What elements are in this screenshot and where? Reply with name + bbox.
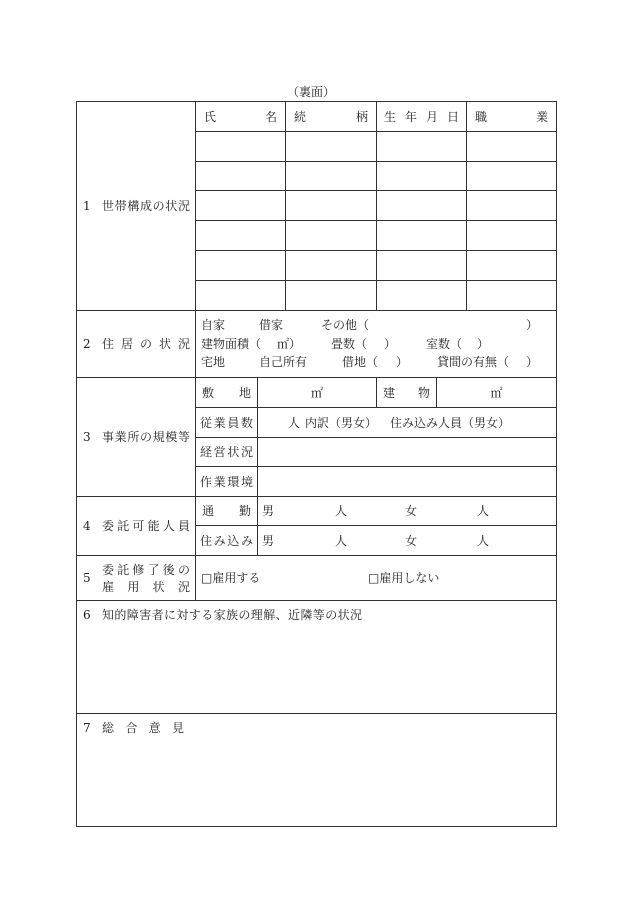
glyph: 帯 — [114, 199, 127, 213]
glyph: 総 — [102, 721, 115, 735]
housing-details — [196, 311, 557, 378]
employees-cell — [258, 408, 557, 438]
employees-unit: 人 — [288, 416, 301, 430]
section-6-cell — [77, 601, 557, 714]
glyph: 経 — [200, 445, 213, 459]
glyph: の — [177, 563, 190, 577]
glyph: 住 — [200, 533, 213, 548]
glyph: 作 — [200, 474, 213, 489]
household-cell — [467, 132, 557, 162]
glyph: 所 — [127, 430, 140, 444]
site-area-cell — [258, 378, 377, 408]
section-7-row — [77, 714, 557, 827]
section-1-header-row — [77, 102, 557, 132]
female-text: 女 — [405, 504, 418, 518]
glyph: 状 — [152, 580, 165, 594]
room-rental-open-text: 貸間の有無（ — [437, 355, 510, 369]
glyph: 了 — [147, 563, 160, 577]
glyph: 生 — [384, 109, 397, 124]
site-label — [202, 386, 251, 400]
glyph: 続 — [294, 109, 307, 124]
glyph: 構 — [127, 199, 140, 213]
header-relation-text — [294, 110, 368, 124]
male-text: 男 — [262, 504, 275, 518]
household-cell — [467, 191, 557, 221]
header-birthdate — [377, 102, 467, 132]
person-unit: 人 — [477, 504, 490, 518]
glyph: 況 — [177, 337, 190, 351]
rooms-open-text: 室数（ — [426, 337, 463, 351]
glyph: 従 — [200, 415, 213, 430]
section-number: 5 — [83, 571, 91, 585]
glyph: 後 — [162, 563, 175, 577]
tatami-close-text: ） — [384, 337, 397, 351]
header-occupation-text — [475, 110, 548, 124]
management-label — [200, 445, 253, 459]
person-unit: 人 — [477, 534, 490, 548]
glyph: 委 — [102, 519, 115, 533]
glyph: み — [213, 533, 226, 548]
household-cell — [196, 221, 286, 251]
glyph: 営 — [213, 445, 226, 459]
building-unit: ㎡ — [490, 385, 503, 400]
floor-area-open-text: 建物面積（ — [201, 337, 262, 351]
rooms-close-text: ） — [477, 337, 490, 351]
glyph: 業 — [535, 109, 548, 124]
glyph: 地 — [238, 385, 251, 400]
live-in-cell — [258, 526, 557, 556]
live-in-label — [200, 534, 253, 548]
household-cell — [377, 191, 467, 221]
section-title — [102, 721, 184, 735]
management-label-cell — [196, 438, 258, 467]
glyph: 用 — [127, 580, 140, 594]
glyph: 修 — [132, 563, 145, 577]
header-name-text — [204, 110, 277, 124]
glyph: 通 — [202, 504, 215, 518]
glyph: 込 — [227, 533, 240, 548]
household-cell — [377, 221, 467, 251]
section-number: 4 — [83, 519, 91, 533]
building-label — [383, 386, 430, 400]
section-6-row — [77, 601, 557, 714]
leased-close-text: ） — [396, 355, 409, 369]
section-2-row — [77, 311, 557, 378]
section-title — [102, 199, 190, 213]
glyph: 物 — [417, 385, 430, 400]
header-name — [196, 102, 286, 132]
male-text: 男 — [262, 534, 275, 548]
section-title-line1 — [102, 563, 190, 577]
household-cell — [286, 162, 377, 191]
glyph: 雇 — [102, 580, 115, 594]
section-number: 1 — [83, 199, 91, 213]
glyph: 員 — [177, 519, 190, 533]
section-title — [102, 430, 190, 444]
section-3-site-row — [77, 378, 557, 408]
glyph: 委 — [102, 563, 115, 577]
header-relation — [286, 102, 377, 132]
female-text: 女 — [405, 534, 418, 548]
header-occupation — [467, 102, 557, 132]
household-cell — [286, 132, 377, 162]
glyph: 事 — [102, 430, 115, 444]
glyph: み — [240, 533, 253, 548]
self-owned-text: 自己所有 — [259, 355, 308, 369]
employment-options-cell — [196, 556, 557, 601]
employees-label-cell — [196, 408, 258, 438]
household-cell — [377, 251, 467, 281]
household-cell — [377, 162, 467, 191]
section-4-commute-row — [77, 497, 557, 526]
glyph: 員 — [227, 415, 240, 430]
section-5-label — [77, 556, 196, 601]
commute-cell — [258, 497, 557, 526]
rented-house-text: 借家 — [259, 318, 284, 332]
environment-cell — [258, 467, 557, 497]
employees-label — [200, 416, 253, 430]
glyph: 見 — [171, 721, 184, 735]
glyph: 勤 — [238, 504, 251, 518]
glyph: 日 — [446, 109, 459, 124]
section-3-label — [77, 378, 196, 497]
glyph: 住 — [102, 337, 115, 351]
glyph: 環 — [227, 474, 240, 489]
glyph: 世 — [102, 199, 115, 213]
section-title: 知的障害者に対する家族の理解、近隣等の状況 — [102, 608, 363, 622]
glyph: の — [152, 199, 165, 213]
glyph: 能 — [147, 519, 160, 533]
glyph: 柄 — [355, 109, 368, 124]
glyph: 業 — [213, 474, 226, 489]
glyph: 状 — [227, 445, 240, 459]
section-4-label — [77, 497, 196, 556]
section-1-label — [77, 102, 196, 311]
household-cell — [377, 281, 467, 311]
glyph: 職 — [475, 109, 488, 124]
glyph: 境 — [240, 474, 253, 489]
survey-form-table — [76, 101, 557, 827]
section-number: 6 — [83, 608, 91, 622]
glyph: 況 — [177, 199, 190, 213]
glyph: 況 — [240, 445, 253, 459]
glyph: 成 — [139, 199, 152, 213]
employees-breakdown: 内訳（男女） — [305, 416, 378, 430]
option-employ: □雇用する — [201, 571, 261, 585]
section-title-line2 — [102, 580, 190, 594]
glyph: 居 — [120, 337, 133, 351]
household-cell — [286, 191, 377, 221]
section-5-row — [77, 556, 557, 601]
household-cell — [286, 251, 377, 281]
household-cell — [286, 281, 377, 311]
section-number: 2 — [83, 337, 91, 351]
glyph: 氏 — [204, 109, 217, 124]
household-cell — [286, 221, 377, 251]
glyph: 年 — [404, 109, 417, 124]
section-number: 7 — [83, 721, 91, 735]
glyph: 模 — [165, 430, 178, 444]
glyph: 状 — [165, 199, 178, 213]
floor-area-close-text: ㎡） — [277, 337, 302, 351]
person-unit: 人 — [335, 534, 348, 548]
land-text: 宅地 — [201, 355, 226, 369]
live-in-label-cell — [196, 526, 258, 556]
management-cell — [258, 438, 557, 467]
household-cell — [377, 132, 467, 162]
glyph: 状 — [158, 337, 171, 351]
room-rental-close-text: ） — [526, 355, 539, 369]
glyph: 合 — [125, 721, 138, 735]
glyph: 業 — [213, 415, 226, 430]
glyph: 託 — [117, 519, 130, 533]
building-area-cell — [437, 378, 557, 408]
glyph: 数 — [240, 415, 253, 430]
glyph: 況 — [177, 580, 190, 594]
household-cell — [196, 191, 286, 221]
option-not-employ: □雇用しない — [368, 571, 440, 585]
section-7-cell — [77, 714, 557, 827]
other-close-text: ） — [526, 318, 539, 332]
household-cell — [196, 251, 286, 281]
glyph: 託 — [117, 563, 130, 577]
glyph: 名 — [264, 109, 277, 124]
section-title — [102, 519, 190, 533]
page-title: （裏面） — [286, 85, 335, 99]
other-open-text: その他（ — [321, 318, 370, 332]
section-2-label — [77, 311, 196, 378]
glyph: 建 — [383, 385, 396, 400]
household-cell — [467, 162, 557, 191]
glyph: 規 — [152, 430, 165, 444]
commute-label — [202, 504, 251, 518]
glyph: 可 — [132, 519, 145, 533]
header-birthdate-text — [384, 110, 459, 124]
glyph: 人 — [162, 519, 175, 533]
household-cell — [196, 281, 286, 311]
building-label-cell — [377, 378, 437, 408]
glyph: 敷 — [202, 385, 215, 400]
person-unit: 人 — [335, 504, 348, 518]
commute-label-cell — [196, 497, 258, 526]
glyph: の — [139, 337, 152, 351]
glyph: 等 — [177, 430, 190, 444]
household-cell — [467, 281, 557, 311]
household-cell — [467, 251, 557, 281]
glyph: 業 — [114, 430, 127, 444]
environment-label — [200, 475, 253, 489]
section-title — [102, 337, 190, 351]
glyph: 意 — [148, 721, 161, 735]
own-house-text: 自家 — [201, 318, 226, 332]
household-cell — [467, 221, 557, 251]
glyph: 月 — [425, 109, 438, 124]
glyph: の — [139, 430, 152, 444]
site-label-cell — [196, 378, 258, 408]
household-cell — [196, 162, 286, 191]
tatami-open-text: 畳数（ — [331, 337, 368, 351]
live-in-staff: 住み込み人員（男女） — [390, 416, 511, 430]
site-unit: ㎡ — [310, 385, 323, 400]
section-number: 3 — [83, 430, 91, 444]
leased-open-text: 借地（ — [342, 355, 379, 369]
household-cell — [196, 132, 286, 162]
environment-label-cell — [196, 467, 258, 497]
